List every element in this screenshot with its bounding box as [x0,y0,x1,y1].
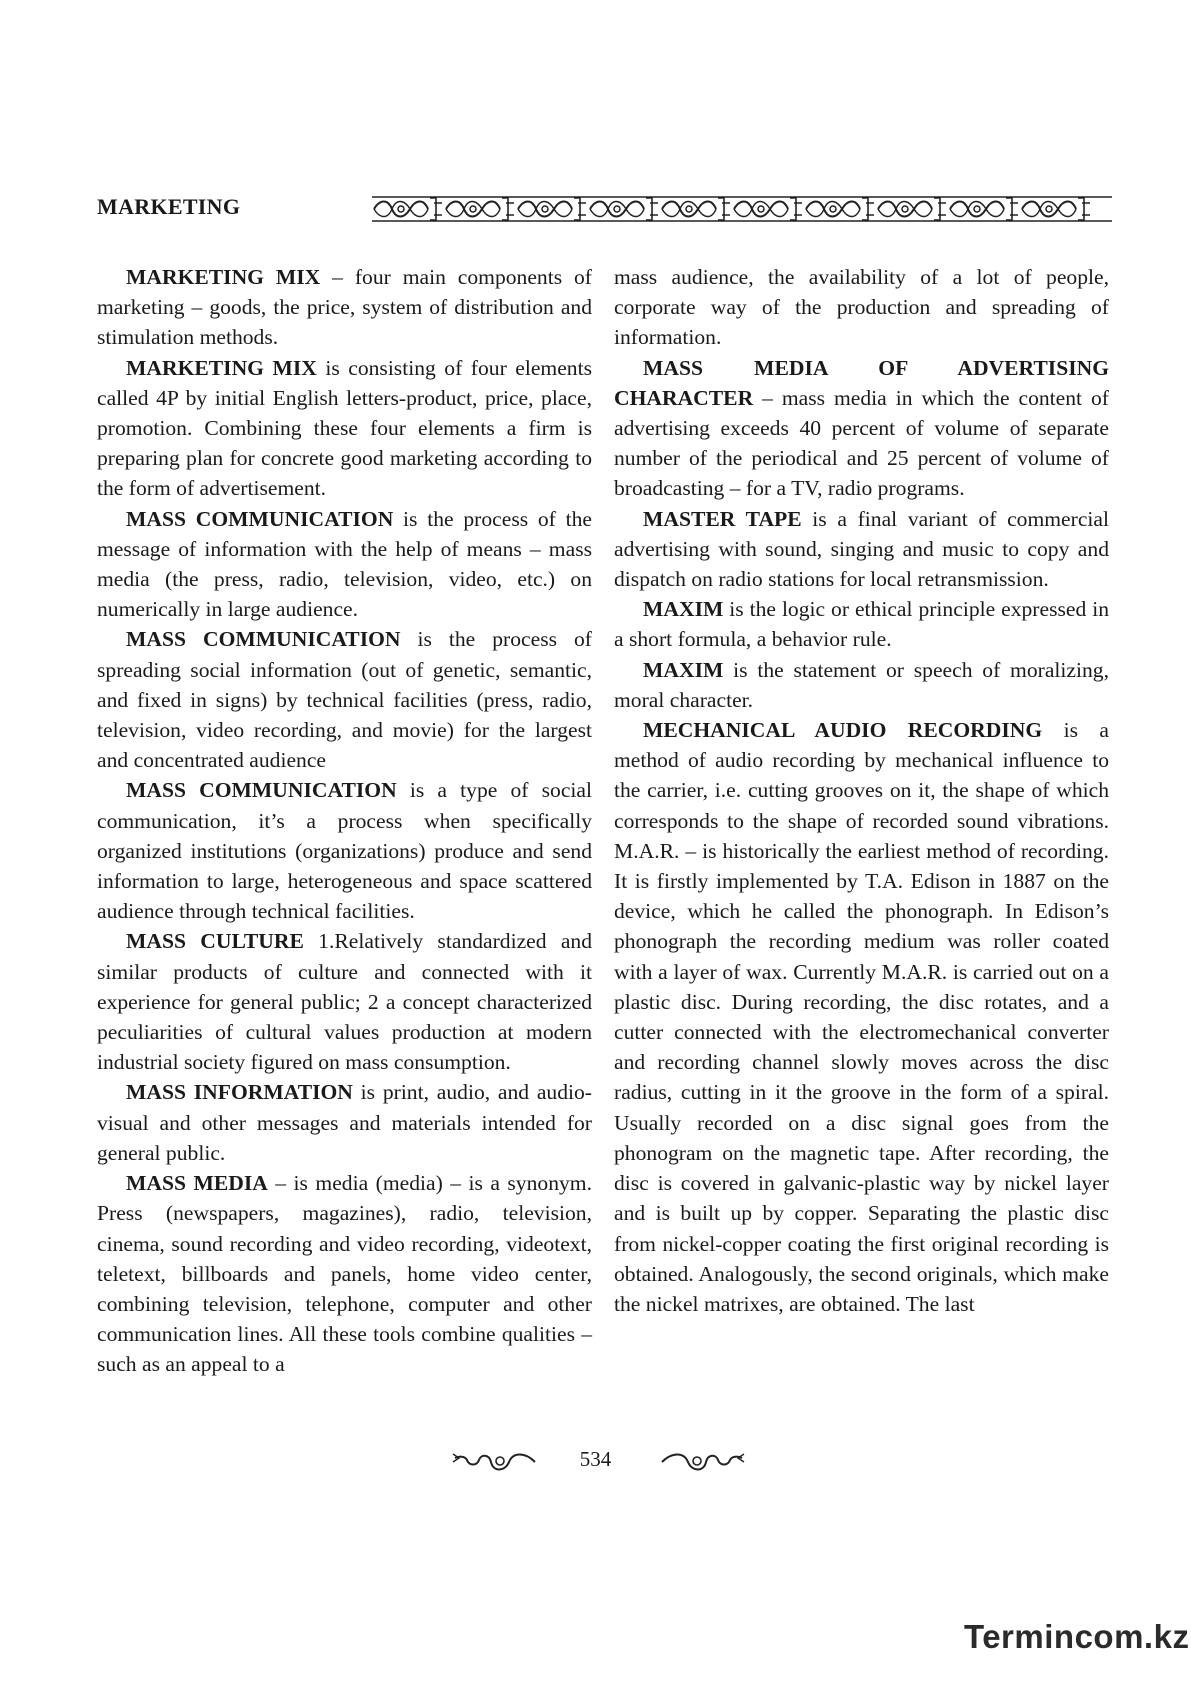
entry-text: is a type of social communication, it’s a process when specifically organized institutions (organizations) produce and send information to large, heterogeneous and space scattered audience through technical facilities. [97,778,593,924]
entry-text: – is media (media) – is a synonym. Press (newspapers, magazines), radio, television, cinema, sound recording and video recording, videotext, teletext, billboards and panels, home video center, combining television, telephone, computer and other communication lines. All these tools combine qualities – such as an appeal to a [97,1171,592,1377]
entry-term: MASS MEDIA [126,1171,268,1196]
entry-term: MASS MEDIA OF ADVERTISING CHARACTER [614,355,1109,410]
entry-term: MASS CULTURE [126,929,304,954]
entry-paragraph [97,353,592,504]
entry-text: – mass media in which the content of advertising exceeds 40 percent of volume of separate number of the periodical and 25 percent of volume of broadcasting – for a TV, radio programs. [614,385,1109,501]
entry-text: is the logic or ethical principle expressed in a short formula, a behavior rule. [614,597,1109,652]
entry-paragraph [614,655,1109,715]
entry-term: MASS COMMUNICATION [126,506,394,531]
entry-term: MAXIM [643,597,724,622]
entry-text: is the process of the message of information with the help of means – mass media (the press, radio, television, video, etc.) on numerically in large audience. [97,506,593,622]
entry-paragraph [97,1077,592,1168]
entry-term: MARKETING MIX [126,355,317,380]
entry-paragraph [614,353,1109,504]
entry-paragraph [97,504,592,625]
header-ornament [372,195,1112,223]
entry-text: is consisting of four elements called 4P by initial English letters-product, price, place, promotion. Combining these four elements a firm is preparing plan for concrete good marketing according to the form of advertisement. [97,355,592,501]
entry-paragraph [97,775,592,926]
entry-text: is a method of audio recording by mechanical influence to the carrier, i.e. cutting grooves on it, the shape of which corresponds to the shape of recorded sound vibrations. M.A.R. – is historically the earliest method of recording. It is firstly implemented by T.A. Edison in 1887 on the device, which he called the phonograph. In Edison’s phonograph the recording medium was roller coated with a layer of wax. Currently M.A.R. is carried out on a plastic disc. During recording, the disc rotates, and a cutter connected with the electromechanical converter and recording channel slowly moves across the disc radius, cutting in it the groove in the form of a spiral. Usually recorded on a disc signal goes from the phonogram on the magnetic tape. After recording, the disc is covered in galvanic-plastic way by nickel layer and is built up by copper. Separating the plastic disc from nickel-copper coating the first original recording is obtained. Analogously, the second originals, which make the nickel matrixes, are obtained. The last [614,718,1109,1316]
entry-paragraph [97,624,592,775]
site-watermark-logo: Termincom.kz [964,1618,1190,1655]
entry-term: MASS COMMUNICATION [126,778,397,803]
entry-term: MASS INFORMATION [126,1080,353,1105]
right-column [614,262,1109,1319]
entry-paragraph [97,926,592,1077]
entry-continuation [614,262,1109,353]
entry-term: MARKETING MIX [126,265,321,289]
entry-paragraph [614,504,1109,595]
entry-text: is the process of spreading social information (out of genetic, semantic, and fixed in signs) by technical facilities (press, radio, television, video recording, and movie) for the largest and concentrated audience [97,627,592,773]
left-column [97,262,592,1380]
entry-paragraph [614,594,1109,654]
footer-ornament-right [660,1448,746,1476]
running-header-title: MARKETING [97,194,241,219]
entry-term: MECHANICAL AUDIO RECORDING [643,718,1043,743]
entry-paragraph [614,715,1109,1319]
entry-text: 1.Relatively standardized and similar products of culture and connected with it experience for general public; 2 a concept characterized peculiarities of cultural values production at modern industrial society figured on mass consumption. [97,929,592,1075]
page-number: 534 [579,1447,612,1471]
entry-term: MASTER TAPE [643,506,802,531]
entry-text: is the statement or speech of moralizing, moral character. [614,657,1109,712]
entry-paragraph [97,262,592,353]
entry-text: – four main components of marketing – goods, the price, system of distribution and stimulation methods. [97,265,592,350]
entry-paragraph [97,1168,592,1379]
entry-text: mass audience, the availability of a lot of people, corporate way of the production and spreading of information. [614,265,1109,350]
entry-term: MASS COMMUNICATION [126,627,401,652]
entry-text: is print, audio, and audio-visual and other messages and materials intended for general public. [97,1080,592,1165]
entry-term: MAXIM [643,657,724,682]
entry-text: is a final variant of commercial advertising with sound, singing and music to copy and dispatch on radio stations for local retransmission. [614,506,1109,592]
